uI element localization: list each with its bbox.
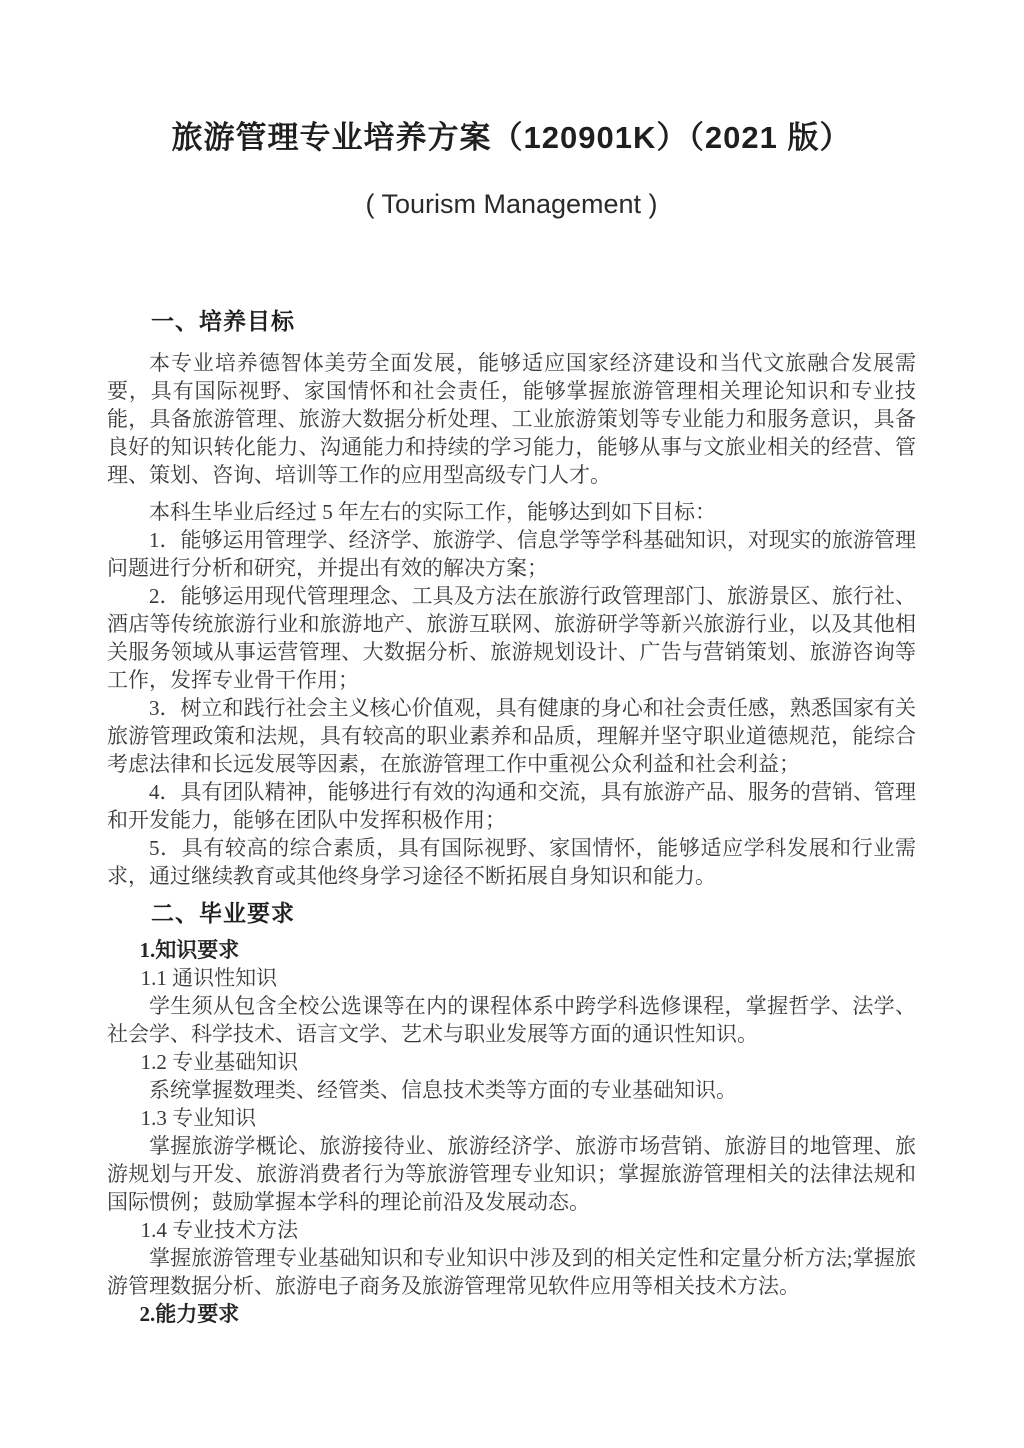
knowledge-item-3-label: 1.3 专业知识: [140, 1106, 257, 1130]
section1-goals-lead: 本科生毕业后经过 5 年左右的实际工作，能够达到如下目标：: [149, 500, 716, 524]
knowledge-item-3-text: 掌握旅游学概论、旅游接待业、旅游经济学、旅游市场营销、旅游目的地管理、旅游规划与开发、旅游消费者行为等旅游管理专业知识；掌握旅游管理相关的法律法规和国际惯例；鼓励掌握本学科的理论前沿及发展动态。: [107, 1134, 916, 1214]
knowledge-requirements-heading: 1.知识要求: [139, 938, 240, 962]
goal-item-4: 4．具有团队精神，能够进行有效的沟通和交流，具有旅游产品、服务的营销、管理和开发能力，能够在团队中发挥积极作用；: [107, 780, 916, 832]
section2-heading: 二、毕业要求: [151, 900, 295, 926]
goal-item-1: 1．能够运用管理学、经济学、旅游学、信息学等学科基础知识，对现实的旅游管理问题进行分析和研究，并提出有效的解决方案；: [107, 528, 916, 580]
section1-heading: 一、培养目标: [151, 308, 295, 334]
goal-item-5: 5．具有较高的综合素质，具有国际视野、家国情怀，能够适应学科发展和行业需求，通过继续教育或其他终身学习途径不断拓展自身知识和能力。: [107, 836, 916, 888]
document-title: 旅游管理专业培养方案（120901K）（2021 版）: [171, 120, 852, 155]
knowledge-item-4-text: 掌握旅游管理专业基础知识和专业知识中涉及到的相关定性和定量分析方法;掌握旅游管理数据分析、旅游电子商务及旅游管理常见软件应用等相关技术方法。: [107, 1246, 916, 1298]
goal-item-3: 3．树立和践行社会主义核心价值观，具有健康的身心和社会责任感，熟悉国家有关旅游管理政策和法规，具有较高的职业素养和品质，理解并坚守职业道德规范，能综合考虑法律和长远发展等因素，在旅游管理工作中重视公众利益和社会利益；: [107, 696, 916, 776]
knowledge-item-4-label: 1.4 专业技术方法: [140, 1218, 299, 1242]
document-subtitle-english: ( Tourism Management ): [365, 189, 658, 219]
ability-requirements-heading: 2.能力要求: [139, 1302, 240, 1326]
knowledge-item-1-label: 1.1 通识性知识: [140, 966, 278, 990]
section1-intro-paragraph: 本专业培养德智体美劳全面发展，能够适应国家经济建设和当代文旅融合发展需要，具有国际视野、家国情怀和社会责任，能够掌握旅游管理相关理论知识和专业技能，具备旅游管理、旅游大数据分析处理、工业旅游策划等专业能力和服务意识，具备良好的知识转化能力、沟通能力和持续的学习能力，能够从事与文旅业相关的经营、管理、策划、咨询、培训等工作的应用型高级专门人才。: [107, 351, 916, 487]
knowledge-item-1-text: 学生须从包含全校公选课等在内的课程体系中跨学科选修课程，掌握哲学、法学、社会学、科学技术、语言文学、艺术与职业发展等方面的通识性知识。: [107, 994, 916, 1046]
knowledge-item-2-text: 系统掌握数理类、经管类、信息技术类等方面的专业基础知识。: [149, 1078, 737, 1102]
goal-item-2: 2．能够运用现代管理理念、工具及方法在旅游行政管理部门、旅游景区、旅行社、酒店等传统旅游行业和旅游地产、旅游互联网、旅游研学等新兴旅游行业，以及其他相关服务领域从事运营管理、大数据分析、旅游规划设计、广告与营销策划、旅游咨询等工作，发挥专业骨干作用；: [107, 584, 916, 692]
knowledge-item-2-label: 1.2 专业基础知识: [140, 1050, 299, 1074]
